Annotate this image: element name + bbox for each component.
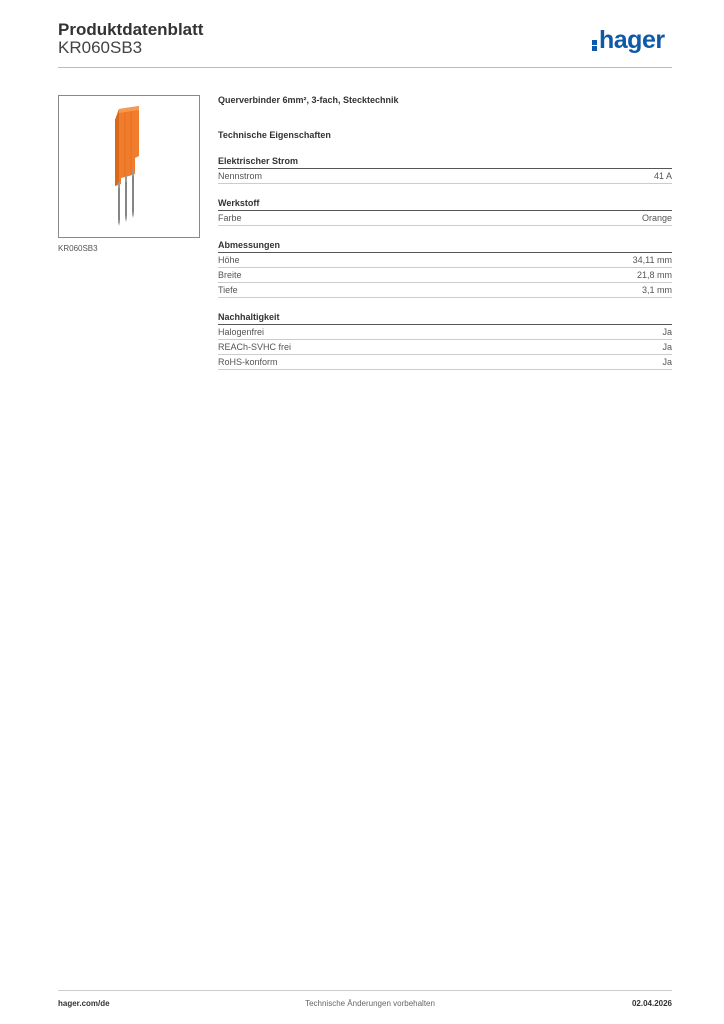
spec-value: Ja [662, 357, 672, 367]
spec-row [218, 283, 672, 298]
logo-text: hager [599, 26, 665, 54]
spec-value: Ja [662, 327, 672, 337]
spec-value: 21,8 mm [636, 270, 672, 280]
logo-dot-icon [592, 40, 597, 45]
spec-row [218, 325, 672, 340]
logo-dot-icon [592, 46, 597, 51]
footer-website-link[interactable]: hager.com/de [58, 999, 110, 1008]
footer-divider [58, 990, 672, 991]
spec-value: 34,11 mm [632, 255, 672, 265]
technical-heading: Technische Eigenschaften [218, 130, 331, 140]
spec-row [218, 340, 672, 355]
spec-row [218, 355, 672, 370]
spec-value: Ja [662, 342, 672, 352]
spec-value: 3,1 mm [641, 285, 672, 295]
image-caption: KR060SB3 [58, 244, 98, 253]
spec-label: Breite [218, 270, 242, 280]
product-image [59, 96, 199, 237]
group-title: Nachhaltigkeit [218, 311, 672, 325]
spec-row [218, 169, 672, 184]
spec-label: Halogenfrei [218, 327, 265, 337]
group-title: Werkstoff [218, 197, 672, 211]
spec-row [218, 211, 672, 226]
group-dimensions [218, 239, 672, 298]
spec-label: RoHS-konform [218, 357, 278, 367]
footer-date: 02.04.2026 [631, 999, 672, 1008]
product-image-frame [58, 95, 200, 238]
footer-disclaimer: Technische Änderungen vorbehalten [305, 999, 435, 1008]
product-details [218, 95, 672, 370]
spec-label: REACh-SVHC frei [218, 342, 292, 352]
group-sustainability [218, 311, 672, 370]
group-title: Abmessungen [218, 239, 672, 253]
spec-label: Höhe [218, 255, 240, 265]
group-material [218, 197, 672, 226]
spec-value: Orange [641, 213, 672, 223]
spec-value: 41 A [653, 171, 672, 181]
article-number: KR060SB3 [58, 38, 143, 57]
spec-row [218, 253, 672, 268]
spec-label: Farbe [218, 213, 242, 223]
product-description: Querverbinder 6mm², 3-fach, Stecktechnik [218, 95, 399, 105]
hager-logo [592, 28, 665, 53]
spec-label: Tiefe [218, 285, 238, 295]
group-electrical [218, 155, 672, 184]
spec-label: Nennstrom [218, 171, 263, 181]
spec-row [218, 268, 672, 283]
group-title: Elektrischer Strom [218, 155, 672, 169]
header-divider [58, 67, 672, 68]
page-title: Produktdatenblatt [58, 20, 204, 39]
